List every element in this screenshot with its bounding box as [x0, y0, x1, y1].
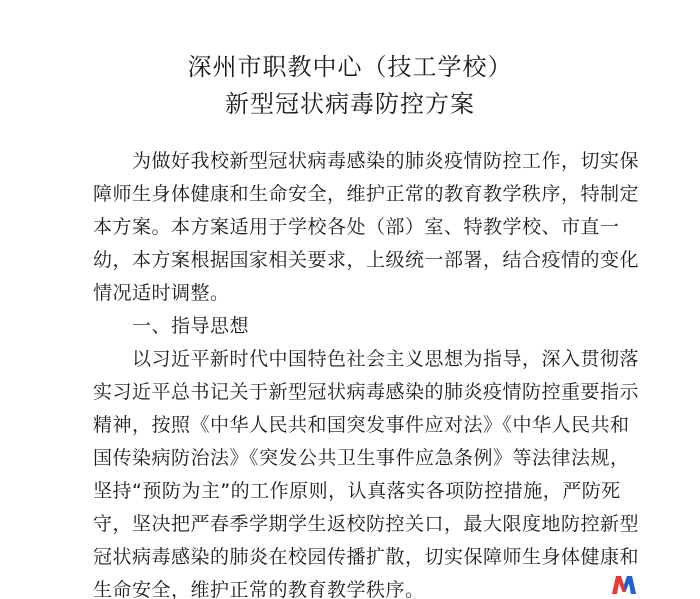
paragraph-line: 实习近平总书记关于新型冠状病毒感染的肺炎疫情防控重要指示 — [93, 381, 640, 403]
document-subtitle: 新型冠状病毒防控方案 — [225, 90, 475, 118]
paragraph-line: 情况适时调整。 — [93, 282, 230, 304]
paragraph-line: 为做好我校新型冠状病毒感染的肺炎疫情防控工作，切实保 — [93, 150, 640, 172]
paragraph-line: 以习近平新时代中国特色社会主义思想为指导，深入贯彻落 — [93, 348, 640, 370]
section-heading: 一、指导思想 — [93, 315, 250, 337]
m-logo-icon — [610, 573, 638, 595]
paragraph-line: 生命安全，维护正常的教育教学秩序。 — [93, 579, 425, 599]
document-title: 深州市职教中心（技工学校） — [187, 53, 513, 81]
paragraph-line: 国传染病防治法》《突发公共卫生事件应急条例》等法律法规， — [93, 447, 630, 469]
paragraph-line: 精神，按照《中华人民共和国突发事件应对法》《中华人民共和 — [93, 414, 630, 436]
paragraph-line: 障师生身体健康和生命安全，维护正常的教育教学秩序，特制定 — [93, 183, 640, 205]
paragraph-line: 本方案。本方案适用于学校各处（部）室、特教学校、市直一 — [93, 216, 620, 238]
paragraph-line: 冠状病毒感染的肺炎在校园传播扩散，切实保障师生身体健康和 — [93, 546, 640, 568]
paragraph-line: 守，坚决把严春季学期学生返校防控关口，最大限度地防控新型 — [93, 513, 640, 535]
paragraph-line: 幼，本方案根据国家相关要求，上级统一部署，结合疫情的变化 — [93, 249, 640, 271]
paragraph-line: 坚持“预防为主”的工作原则，认真落实各项防控措施，严防死 — [93, 480, 621, 502]
